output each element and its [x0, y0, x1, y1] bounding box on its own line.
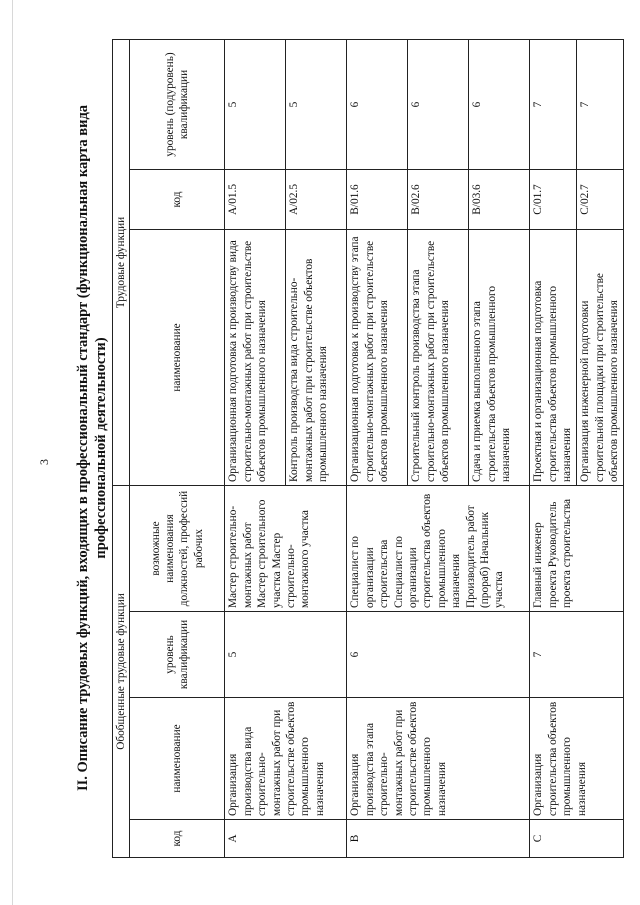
header-lf-code: код: [130, 170, 225, 230]
group-code: A: [225, 820, 347, 858]
header-row-2: [130, 40, 225, 858]
group-code: C: [530, 820, 624, 858]
function-name: Организационная подготовка к производству этапа строительно-монтажных работ при строительстве объектов промышленного назначения: [347, 230, 408, 486]
group-name: Организация производства вида строительно-монтажных работ при строительстве объектов промышленного назначения: [225, 698, 347, 820]
function-name: Проектная и организационная подготовка строительства объектов промышленного назначения: [530, 230, 577, 486]
header-sublevel: уровень (подуровень) квалификации: [130, 40, 225, 170]
function-code: C/02.7: [577, 170, 624, 230]
function-level: 5: [225, 40, 286, 170]
table-row: [347, 40, 408, 858]
header-lf-name: наименование: [130, 230, 225, 486]
group-name: Организация строительства объектов промышленного назначения: [530, 698, 624, 820]
function-level: 6: [469, 40, 530, 170]
page-number: 3: [37, 459, 51, 465]
table-row: [530, 40, 577, 858]
group-positions: Специалист по организации строительства Специалист по организации строительства объектов промышленного назначения Производитель работ (прораб) Начальник участка: [347, 486, 530, 612]
function-code: B/02.6: [408, 170, 469, 230]
header-labor-functions: Трудовые функции: [113, 40, 130, 486]
header-positions: возможные наименования должностей, профессий рабочих: [130, 486, 225, 612]
function-name: Контроль производства вида строительно-монтажных работ при строительстве объектов промышленного назначения: [286, 230, 347, 486]
group-code: B: [347, 820, 530, 858]
rotated-page-content: [20, 28, 620, 868]
function-name: Организация инженерной подготовки строительной площадки при строительстве объектов промышленного назначения: [577, 230, 624, 486]
heading-line-2: профессиональной деятельности): [93, 337, 109, 559]
page-edge: [12, 0, 13, 905]
function-name: Строительный контроль производства этапа строительно-монтажных работ при строительстве объектов промышленного назначения: [408, 230, 469, 486]
function-level: 7: [577, 40, 624, 170]
header-name: наименование: [130, 698, 225, 820]
heading-line-1: II. Описание трудовых функций, входящих в профессиональный стандарт (функциональная карта вида: [75, 104, 91, 792]
group-level: 5: [225, 612, 347, 698]
table-row: [225, 40, 286, 858]
function-level: 5: [286, 40, 347, 170]
function-code: C/01.7: [530, 170, 577, 230]
section-heading: [74, 28, 110, 868]
function-level: 6: [408, 40, 469, 170]
functional-map-table: [112, 39, 624, 858]
group-level: 6: [347, 612, 530, 698]
function-code: B/03.6: [469, 170, 530, 230]
header-qualification: уровень квалификации: [130, 612, 225, 698]
function-name: Сдача и приемка выполненного этапа строительства объектов промышленного назначения: [469, 230, 530, 486]
header-generalized: Обобщенные трудовые функции: [113, 486, 130, 858]
header-row-1: [113, 40, 130, 858]
group-positions: Мастер строительно-монтажных работ Мастер строительного участка Мастер строительно-монтажного участка: [225, 486, 347, 612]
group-level: 7: [530, 612, 624, 698]
function-code: B/01.6: [347, 170, 408, 230]
function-code: A/02.5: [286, 170, 347, 230]
header-code: код: [130, 820, 225, 858]
function-name: Организационная подготовка к производству вида строительно-монтажных работ при строительстве объектов промышленного назначения: [225, 230, 286, 486]
function-code: A/01.5: [225, 170, 286, 230]
function-level: 7: [530, 40, 577, 170]
group-positions: Главный инженер проекта Руководитель проекта строительства: [530, 486, 624, 612]
group-name: Организация производства этапа строительно-монтажных работ при строительстве объектов промышленного назначения: [347, 698, 530, 820]
function-level: 6: [347, 40, 408, 170]
